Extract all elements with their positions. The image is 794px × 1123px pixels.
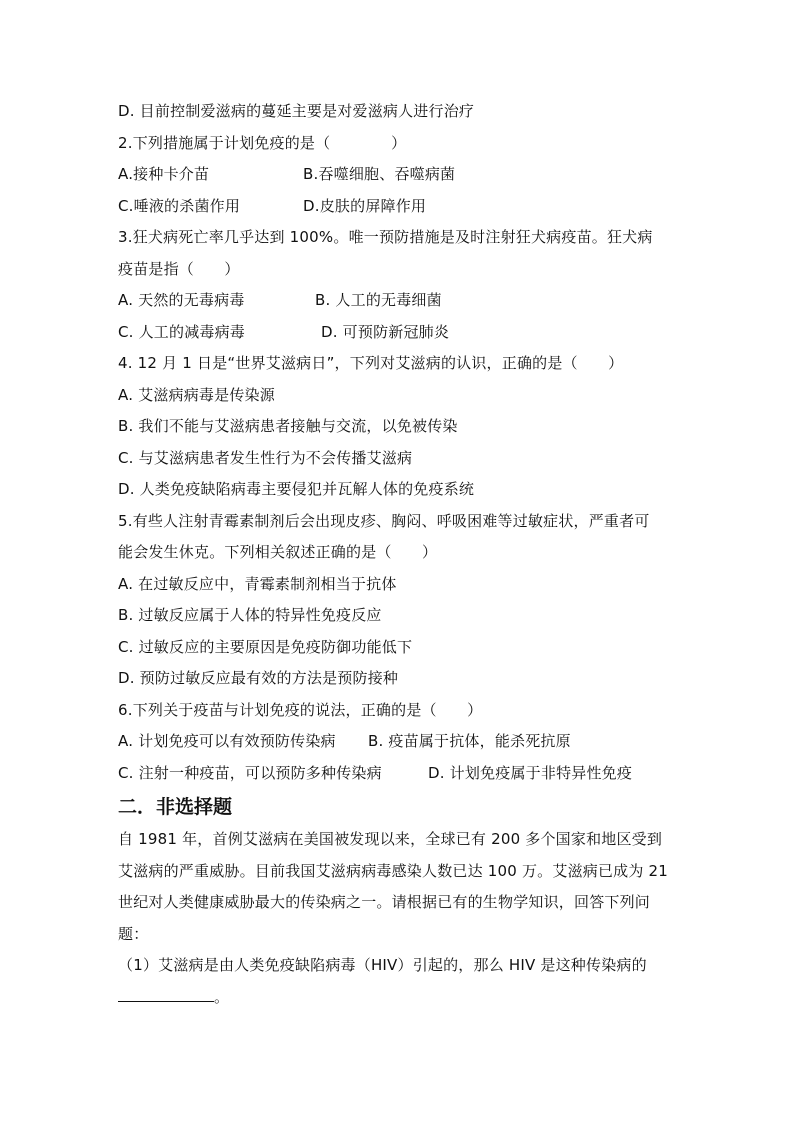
q2-option-d: D.皮肤的屏障作用: [303, 196, 427, 215]
q4-option-b: B. 我们不能与艾滋病患者接触与交流，以免被传染: [118, 417, 458, 435]
q5-option-c: C. 过敏反应的主要原因是免疫防御功能低下: [118, 637, 413, 656]
q4-option-c: C. 与艾滋病患者发生性行为不会传播艾滋病: [118, 448, 413, 467]
section-2-intro-line-1: 自 1981 年，首例艾滋病在美国被发现以来，全球已有 200 多个国家和地区受到: [118, 830, 663, 848]
answer-blank[interactable]: [118, 983, 214, 1002]
q5-stem-line-2: 能会发生休克。下列相关叙述正确的是（ ）: [118, 543, 438, 561]
q3-option-b: B. 人工的无毒细菌: [315, 291, 442, 309]
section-2-title: 二．非选择题: [118, 796, 233, 818]
q4-option-a: A. 艾滋病病毒是传染源: [118, 385, 275, 404]
section-2-intro-line-2: 艾滋病的严重威胁。目前我国艾滋病病毒感染人数已达 100 万。艾滋病已成为 21: [118, 861, 669, 880]
q6-option-c: C. 注射一种疫苗，可以预防多种传染病: [118, 763, 382, 782]
q4-stem: 4. 12 月 1 日是“世界艾滋病日”，下列对艾滋病的认识，正确的是（ ）: [118, 354, 624, 372]
q1-option-d: D. 目前控制爱滋病的蔓延主要是对爱滋病人进行治疗: [118, 102, 475, 120]
q5-option-a: A. 在过敏反应中，青霉素制剂相当于抗体: [118, 574, 397, 593]
sub-question-1-line-1: （1）艾滋病是由人类免疫缺陷病毒（HIV）引起的，那么 HIV 是这种传染病的: [118, 956, 647, 974]
q2-options-row-2: [118, 191, 683, 223]
q5-option-d: D. 预防过敏反应最有效的方法是预防接种: [118, 669, 399, 687]
sub-question-1-line-2: [118, 982, 683, 1014]
q6-option-b: B. 疫苗属于抗体，能杀死抗原: [368, 732, 571, 750]
q6-option-a: A. 计划免疫可以有效预防传染病: [118, 732, 336, 750]
document-content: [118, 96, 683, 1013]
q3-stem-line-2: 疫苗是指（ ）: [118, 259, 240, 278]
q3-options-row-1: [118, 285, 683, 317]
q5-option-b: B. 过敏反应属于人体的特异性免疫反应: [118, 606, 382, 624]
q3-stem-line-1: 3.狂犬病死亡率几乎达到 100%。唯一预防措施是及时注射狂犬病疫苗。狂犬病: [118, 228, 653, 246]
sub-question-1-end: 。: [214, 987, 230, 1006]
q3-option-a: A. 天然的无毒病毒: [118, 291, 245, 309]
q2-option-a: A.接种卡介苗: [118, 165, 210, 183]
q6-stem: 6.下列关于疫苗与计划免疫的说法，正确的是（ ）: [118, 700, 483, 719]
q2-stem: 2.下列措施属于计划免疫的是（ ）: [118, 133, 407, 152]
q6-option-d: D. 计划免疫属于非特异性免疫: [428, 763, 633, 782]
q6-options-row-1: [118, 726, 683, 758]
q3-option-d: D. 可预防新冠肺炎: [321, 322, 450, 341]
q3-option-c: C. 人工的减毒病毒: [118, 322, 246, 341]
q4-option-d: D. 人类免疫缺陷病毒主要侵犯并瓦解人体的免疫系统: [118, 480, 475, 498]
q5-stem-line-1: 5.有些人注射青霉素制剂后会出现皮疹、胸闷、呼吸困难等过敏症状，严重者可: [118, 511, 650, 530]
q6-options-row-2: [118, 758, 683, 790]
q2-options-row-1: [118, 159, 683, 191]
q3-options-row-2: [118, 317, 683, 349]
q2-option-c: C.唾液的杀菌作用: [118, 196, 241, 215]
q2-option-b: B.吞噬细胞、吞噬病菌: [303, 165, 456, 183]
section-2-intro-line-3: 世纪对人类健康威胁最大的传染病之一。请根据已有的生物学知识，回答下列问: [118, 893, 651, 911]
section-2-intro-line-4: 题：: [118, 924, 149, 943]
